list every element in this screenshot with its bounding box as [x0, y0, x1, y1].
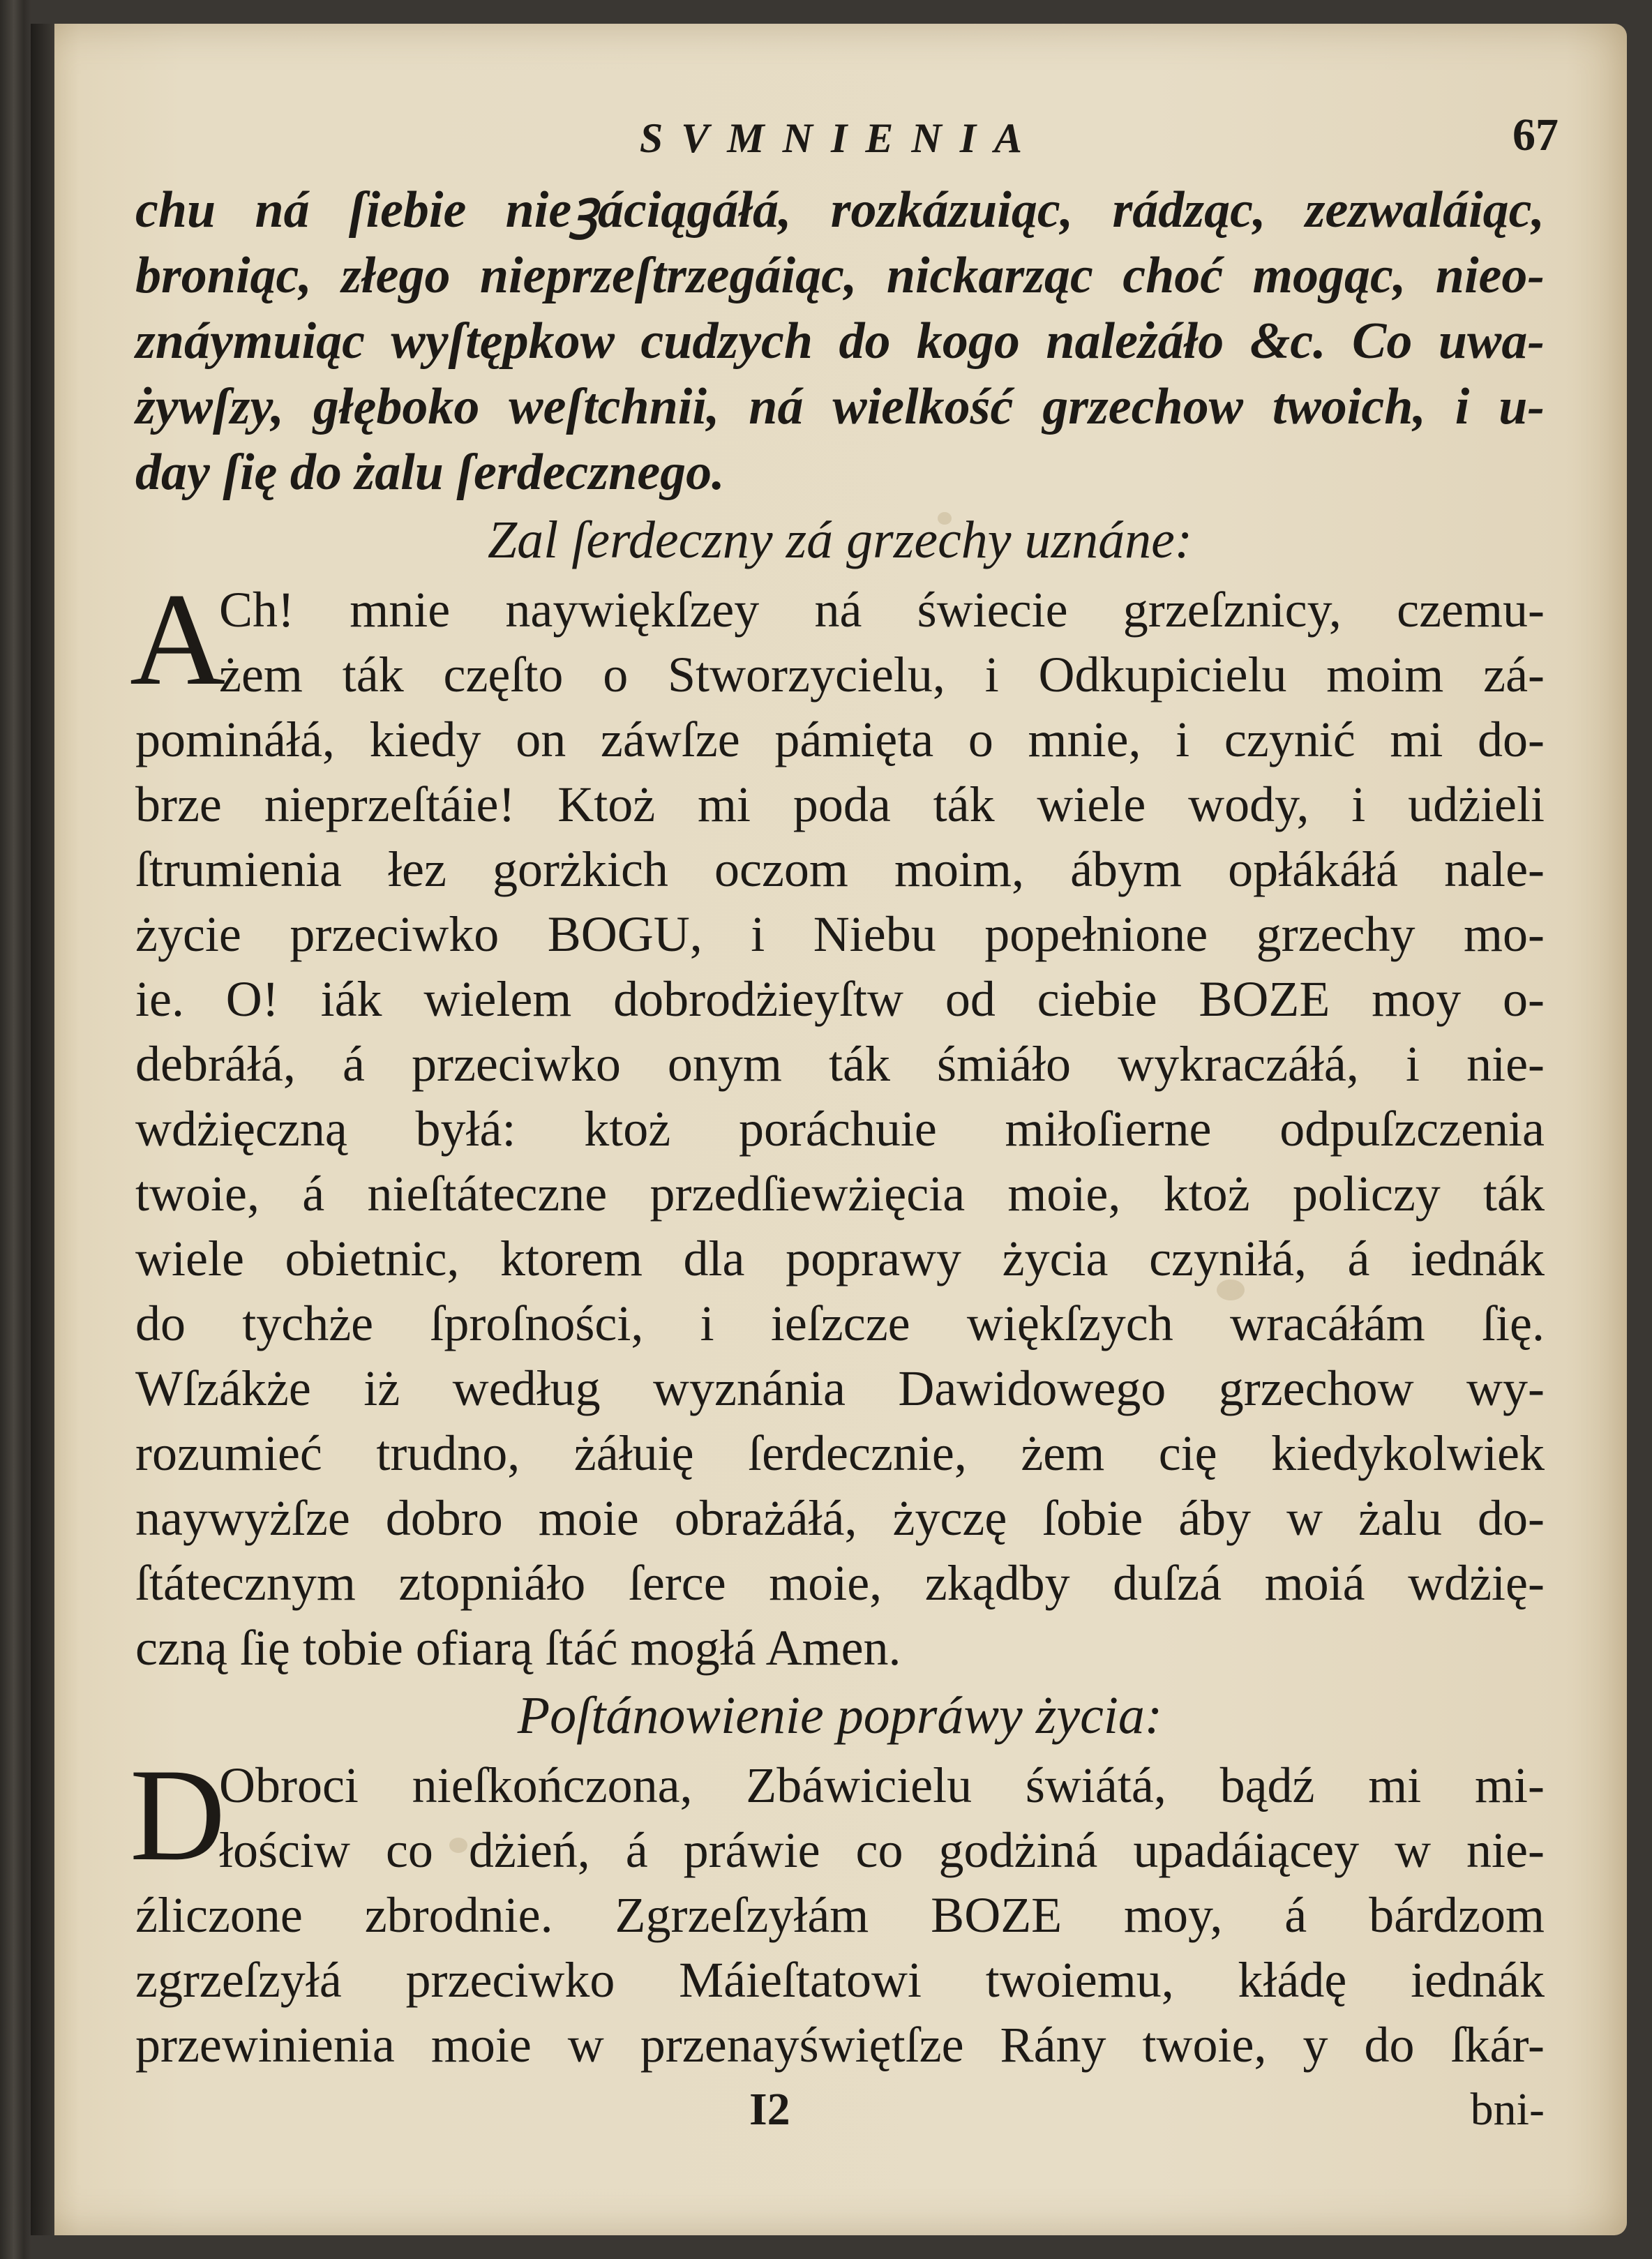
- text-block: [130, 93, 1559, 2200]
- resolution-paragraph: [130, 1742, 1545, 2078]
- text-line: day ſię do żalu ſerdecznego.: [135, 444, 725, 501]
- text-line: życie przeciwko BOGU, i Niebu popełnione grzechy mo-: [135, 906, 1545, 962]
- drop-capital: D: [130, 1742, 226, 1889]
- section-heading-contrition: Zal ſerdeczny zá grzechy uznáne:: [487, 511, 1193, 569]
- text-line: debráłá, á przeciwko onym ták śmiáło wykraczáłá, i nie-: [135, 1036, 1545, 1092]
- section-heading-resolution: Poſtánowienie popráwy życia:: [517, 1686, 1163, 1745]
- text-line: zgrzeſzyłá przeciwko Máieſtatowi twoiemu, kłádę iednák: [135, 1952, 1545, 2008]
- text-line: Ch! mnie naywiękſzey ná świecie grzeſznicy, czemu-: [219, 582, 1545, 638]
- text-line: żem ták częſto o Stworzycielu, i Odkupicielu moim zá-: [219, 647, 1545, 703]
- text-line: znáymuiąc wyſtępkow cudzych do kogo należáło &c. Co uwa-: [135, 313, 1545, 370]
- page-number: 67: [1512, 110, 1559, 160]
- text-line: żywſzy, głęboko weſtchnii, ná wielkość grzechow twoich, i u-: [135, 378, 1545, 435]
- text-line: pomináłá, kiedy on záwſze pámięta o mnie, i czynić mi do-: [135, 712, 1545, 767]
- running-header: [135, 93, 1559, 177]
- text-line: Wſzákże iż według wyznánia Dawidowego grzechow wy-: [135, 1360, 1545, 1416]
- text-line: ſtátecznym ztopniáło ſerce moie, zkądby duſzá moiá wdżię-: [135, 1555, 1545, 1611]
- text-line: rozumieć trudno, żáłuię ſerdecznie, żem cię kiedykolwiek: [135, 1425, 1545, 1481]
- text-line: Obroci nieſkończona, Zbáwicielu świátá, bądź mi mi-: [219, 1757, 1545, 1813]
- running-title: SVMNIENIA: [639, 115, 1041, 161]
- intro-paragraph: [135, 177, 1545, 505]
- text-line: do tychże ſproſności, i ieſzcze więkſzych wracáłám ſię.: [135, 1296, 1545, 1351]
- catchword: bni-: [1470, 2084, 1545, 2135]
- text-line: chu ná ſiebie nieꝫáciągáłá, rozkázuiąc, rádząc, zezwaláiąc,: [135, 181, 1545, 239]
- text-line: źliczone zbrodnie. Zgrzeſzyłám BOZE moy, á bárdzom: [135, 1887, 1545, 1943]
- signature-mark: I2: [749, 2084, 790, 2135]
- drop-capital: A: [130, 566, 226, 713]
- page-gutter-shadow: [31, 24, 54, 2235]
- text-line: łościw co dżień, á práwie co godżiná upadáiącey w nie-: [219, 1822, 1545, 1878]
- text-line: broniąc, złego nieprzeſtrzegáiąc, nickarząc choć mogąc, nieo-: [135, 247, 1545, 304]
- text-line: wdżięczną byłá: ktoż poráchuie miłoſierne odpuſzczenia: [135, 1101, 1545, 1157]
- text-line: ſtrumienia łez gorżkich oczom moim, ábym opłákáłá nale-: [135, 841, 1545, 897]
- book-page: [31, 24, 1627, 2235]
- text-line: ie. O! iák wielem dobrodżieyſtw od ciebie BOZE moy o-: [135, 971, 1545, 1027]
- contrition-paragraph: [130, 566, 1545, 1681]
- text-line: naywyżſze dobro moie obrażáłá, życzę ſobie áby w żalu do-: [135, 1490, 1545, 1546]
- text-line: twoie, á nieſtáteczne przedſiewżięcia moie, ktoż policzy ták: [135, 1166, 1545, 1222]
- text-line: brze nieprzeſtáie! Ktoż mi poda ták wiele wody, i udżieli: [135, 776, 1545, 832]
- page-footer: [135, 2080, 1545, 2143]
- text-line: przewinienia moie w przenayświętſze Rány twoie, y do ſkár-: [135, 2017, 1545, 2073]
- text-line: wiele obietnic, ktorem dla poprawy życia czyniłá, á iednák: [135, 1231, 1545, 1286]
- text-line: czną ſię tobie ofiarą ſtáć mogłá Amen.: [135, 1620, 901, 1676]
